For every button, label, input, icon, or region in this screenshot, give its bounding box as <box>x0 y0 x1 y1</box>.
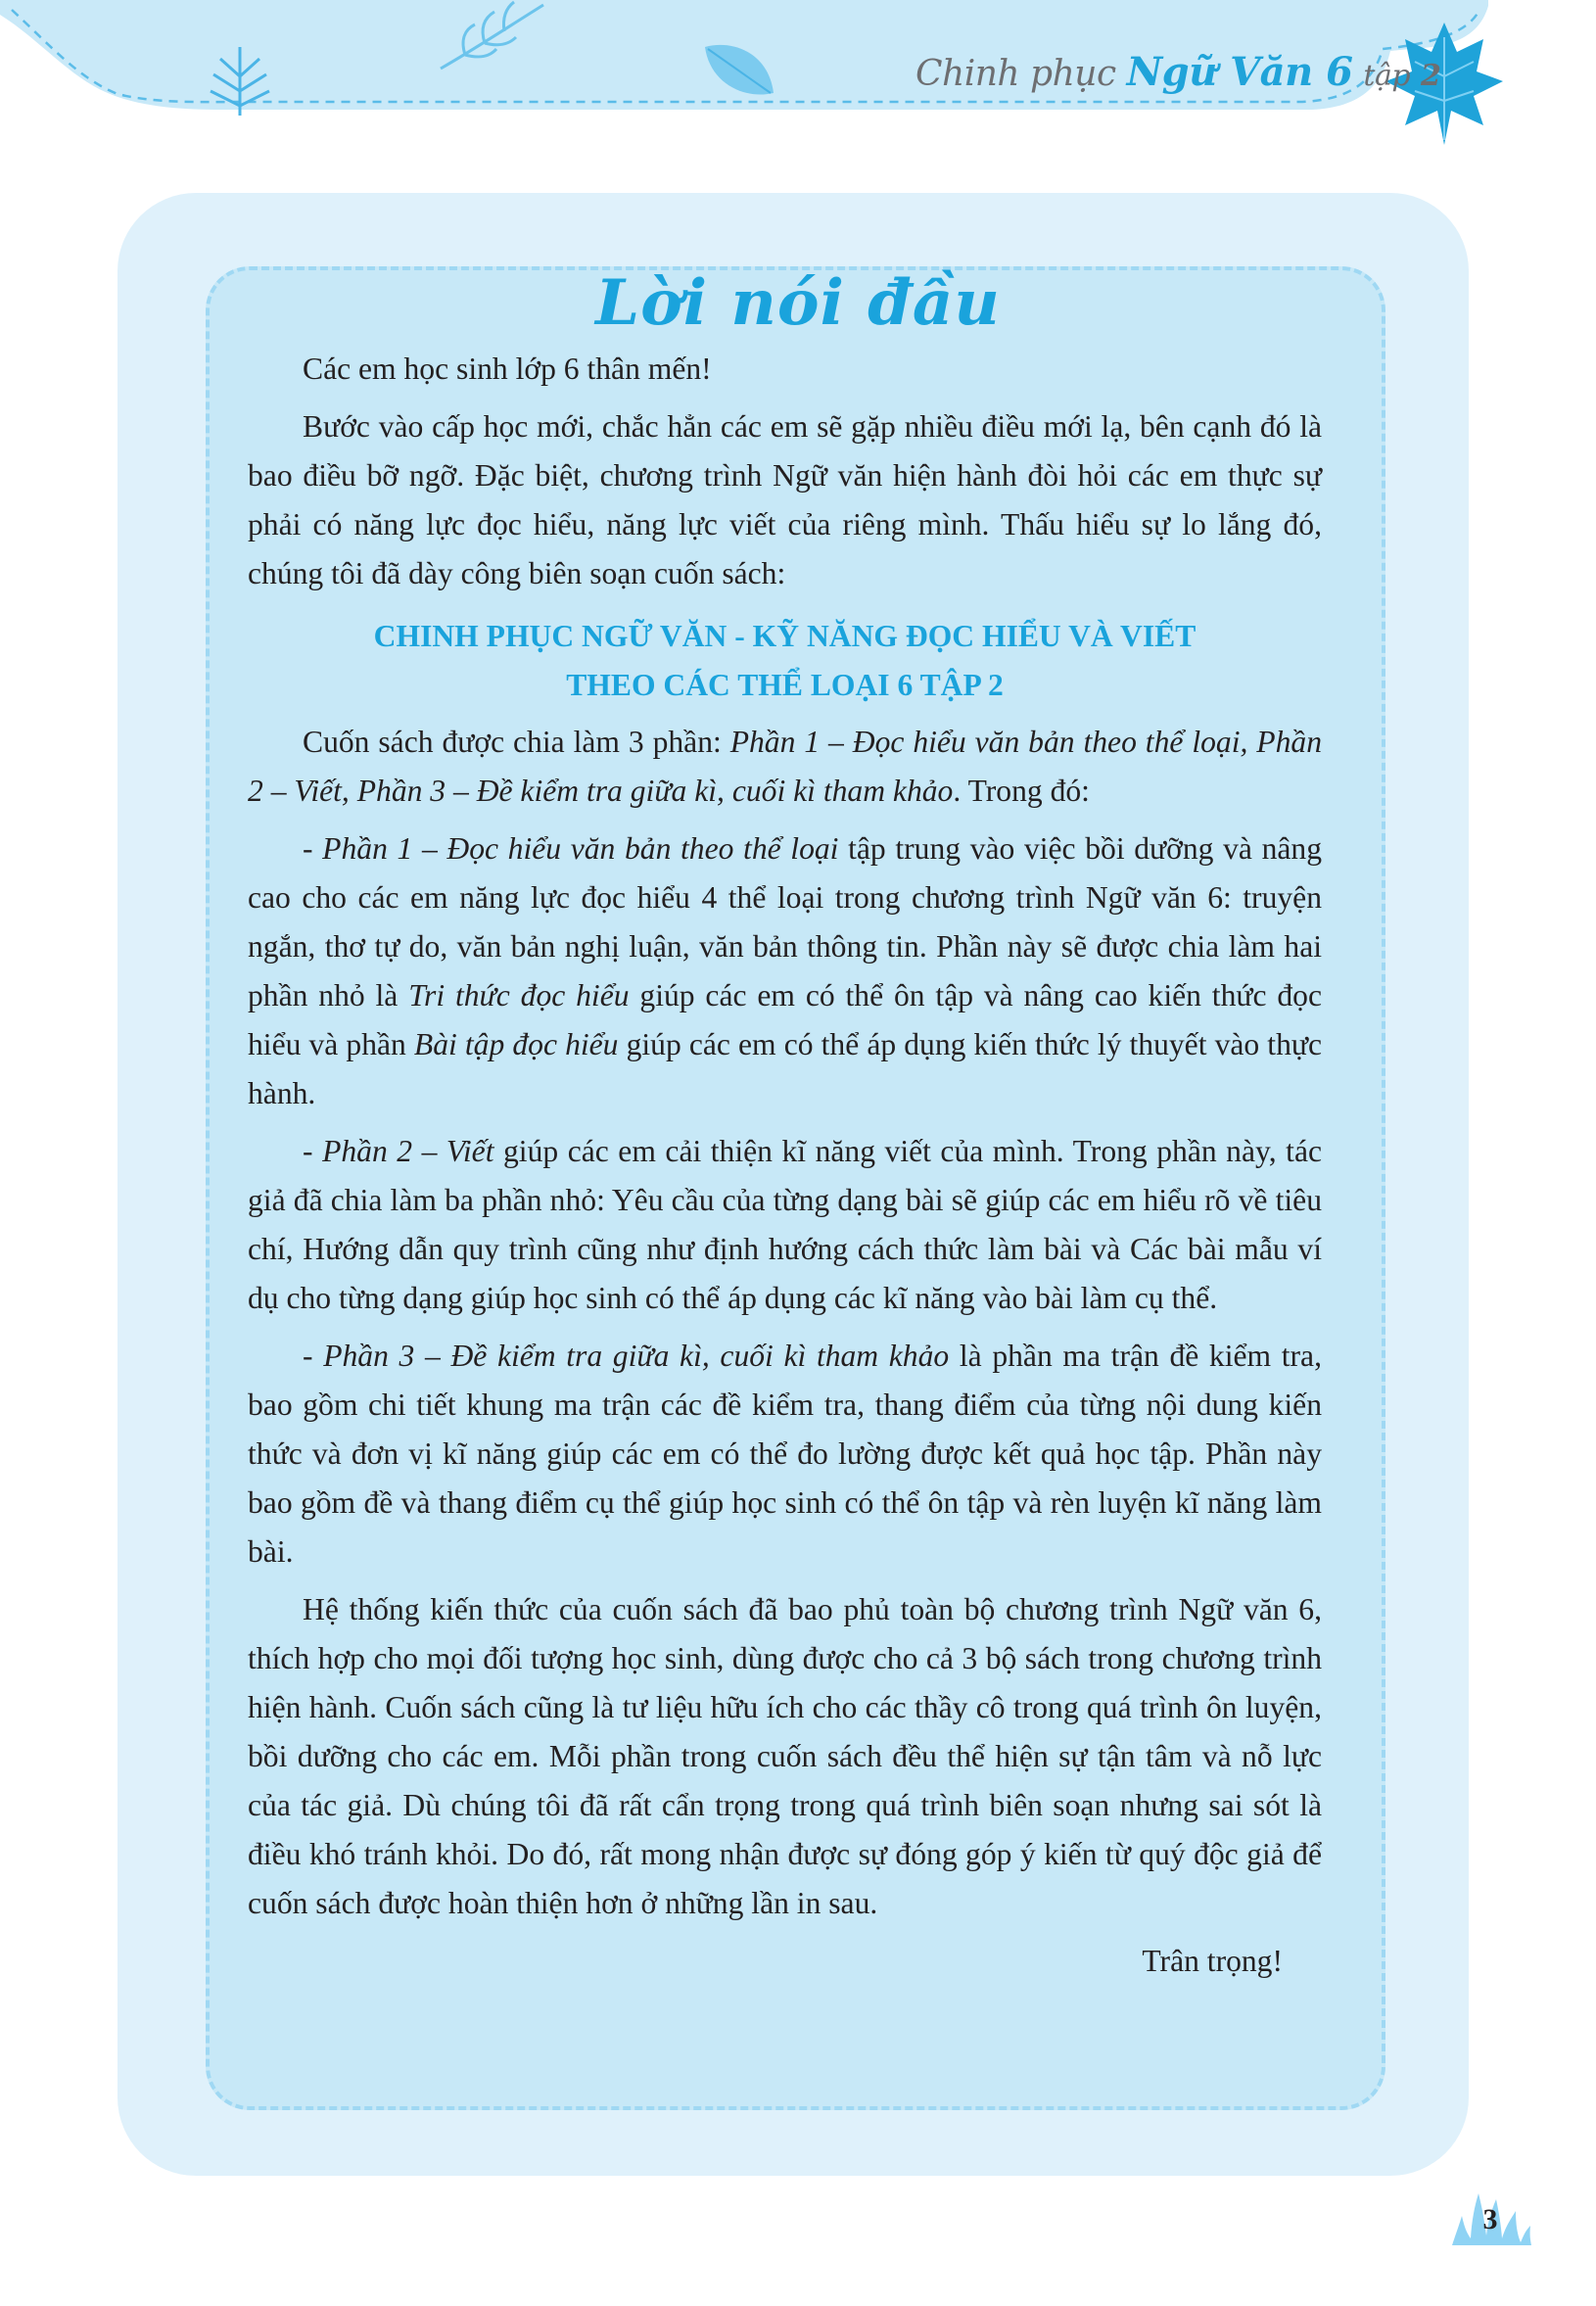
part1-text-c: giúp các em có thể áp dụng kiến thức lý thuyết vào thực hành. <box>248 1027 1323 1110</box>
series-title-subject: Ngữ Văn 6 <box>1126 49 1353 95</box>
part3-paragraph <box>248 1332 1322 1577</box>
structure-tail: . Trong đó: <box>953 774 1090 808</box>
leaf-icon <box>700 39 778 103</box>
book-title-line1: CHINH PHỤC NGỮ VĂN - KỸ NĂNG ĐỌC HIỂU VÀ VIẾT <box>373 619 1197 653</box>
signoff: Trân trọng! <box>1142 1944 1283 1978</box>
book-title-line2: THEO CÁC THỂ LOẠI 6 TẬP 2 <box>566 668 1004 702</box>
leaf-icon <box>436 0 553 78</box>
part1-dash: - <box>303 831 323 866</box>
structure-paragraph <box>248 718 1322 816</box>
page-number: 3 <box>1482 2203 1498 2235</box>
part2-title: Phần 2 – Viết <box>322 1134 494 1168</box>
part1-italic-b: Bài tập đọc hiểu <box>413 1027 619 1061</box>
part2-dash: - <box>303 1134 323 1168</box>
closing-paragraph: Hệ thống kiến thức của cuốn sách đã bao phủ toàn bộ chương trình Ngữ văn 6, thích hợp cho mọi đối tượng học sinh, dùng được cho cả 3 bộ sách trong chương trình hiện hành. Cuốn sách cũng là tư liệu hữu ích cho các thầy cô trong quá trình ôn luyện, bồi dưỡng cho các em. Mỗi phần trong cuốn sách đều thể hiện sự tận tâm và nỗ lực của tác giả. Dù chúng tôi đã rất cẩn trọng trong quá trình biên soạn nhưng sai sót là điều khó tránh khỏi. Do đó, rất mong nhận được sự đóng góp ý kiến từ quý độc giả để cuốn sách được hoàn thiện hơn ở những lần in sau. <box>248 1592 1322 1920</box>
part1-text-b: giúp các em có thể ôn tập và nâng cao kiến thức đọc hiểu và phần <box>248 978 1322 1061</box>
part1-paragraph <box>248 824 1322 1118</box>
structure-lead: Cuốn sách được chia làm 3 phần: <box>303 725 730 759</box>
part2-text: giúp các em cải thiện kĩ năng viết của mình. Trong phần này, tác giả đã chia làm ba phần nhỏ: Yêu cầu của từng dạng bài sẽ giúp các em hiểu rõ về tiêu chí, Hướng dẫn quy trình cũng như định hướng cách thức làm bài và Các bài mẫu ví dụ cho từng dạng giúp học sinh có thể áp dụng các kĩ năng vào bài làm cụ thể. <box>248 1134 1323 1315</box>
part3-dash: - <box>303 1339 324 1373</box>
series-title <box>915 49 1440 108</box>
series-title-volume-number: 2 <box>1421 59 1441 93</box>
leaf-icon <box>196 37 284 120</box>
part1-text-a: tập trung vào việc bồi dưỡng và nâng cao cho các em năng lực đọc hiểu 4 thể loại trong chương trình Ngữ văn 6: truyện ngắn, thơ tự do, văn bản nghị luận, văn bản thông tin. Phần này sẽ được chia làm hai phần nhỏ là <box>248 831 1322 1012</box>
preface-body <box>248 345 1322 1995</box>
intro-paragraph: Bước vào cấp học mới, chắc hẳn các em sẽ gặp nhiều điều mới lạ, bên cạnh đó là bao điều bỡ ngỡ. Đặc biệt, chương trình Ngữ văn hiện hành đòi hỏi các em thực sự phải có năng lực đọc hiểu, năng lực viết của riêng mình. Thấu hiểu sự lo lắng đó, chúng tôi đã dày công biên soạn cuốn sách: <box>248 409 1322 590</box>
book-title <box>248 607 1322 710</box>
part1-title: Phần 1 – Đọc hiểu văn bản theo thể loại <box>322 831 839 866</box>
page-title: Lời nói đầu <box>595 266 1001 340</box>
part3-text: là phần ma trận đề kiểm tra, bao gồm chi tiết khung ma trận các đề kiểm tra, thang điểm của từng nội dung kiến thức và đơn vị kĩ năng giúp các em có thể đo lường được kết quả học tập. Phần này bao gồm đề và thang điểm cụ thể giúp học sinh có thể ôn tập và rèn luyện kĩ năng làm bài. <box>248 1339 1322 1569</box>
series-title-part1: Chinh phục <box>915 54 1116 94</box>
series-title-volume-label: tập <box>1363 59 1411 93</box>
structure-parts: Phần 1 – Đọc hiểu văn bản theo thể loại, Phần 2 – Viết, Phần 3 – Đề kiểm tra giữa kì, cuối kì tham khảo <box>248 725 1322 808</box>
part1-italic-a: Tri thức đọc hiểu <box>408 978 630 1012</box>
part2-paragraph <box>248 1127 1322 1323</box>
part3-title: Phần 3 – Đề kiểm tra giữa kì, cuối kì tham khảo <box>323 1339 950 1373</box>
greeting: Các em học sinh lớp 6 thân mến! <box>303 352 712 386</box>
